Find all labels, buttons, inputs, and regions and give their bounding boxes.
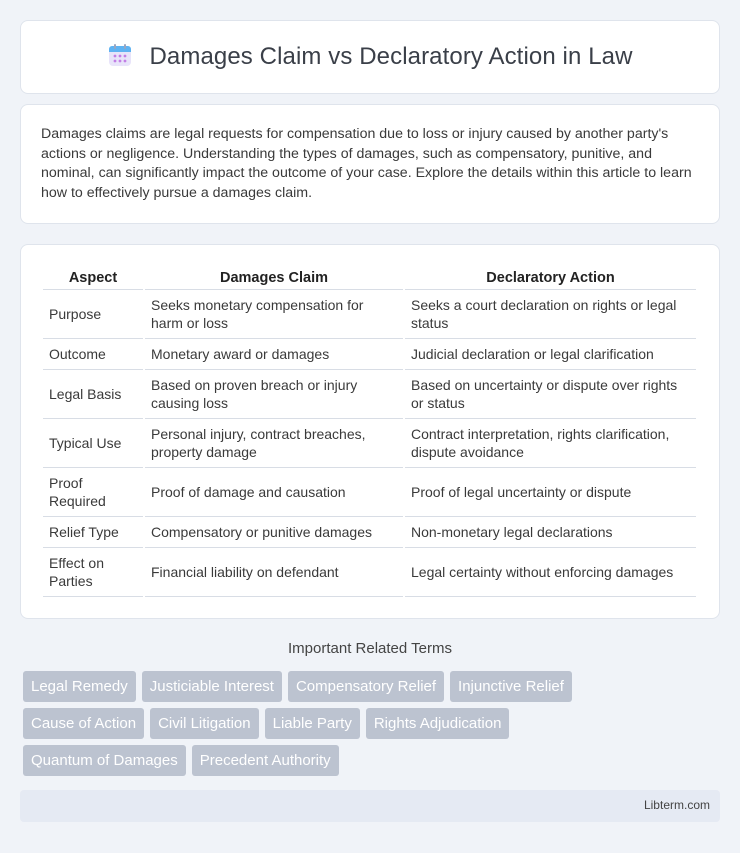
row-declaratory-action: Based on uncertainty or dispute over rights or status (405, 370, 696, 419)
row-declaratory-action: Judicial declaration or legal clarification (405, 339, 696, 370)
title-wrap (107, 42, 632, 73)
tag-row (23, 745, 723, 776)
tag-civil-litigation[interactable]: Civil Litigation (150, 708, 259, 739)
table-row (43, 290, 696, 339)
tag-justiciable-interest[interactable]: Justiciable Interest (142, 671, 282, 702)
header-card (20, 20, 720, 94)
table-row (43, 370, 696, 419)
row-damages-claim: Proof of damage and causation (145, 468, 403, 517)
tag-injunctive-relief[interactable]: Injunctive Relief (450, 671, 572, 702)
page-title: Damages Claim vs Declaratory Action in Law (149, 43, 633, 70)
row-damages-claim: Financial liability on defendant (145, 548, 403, 597)
row-damages-claim: Seeks monetary compensation for harm or loss (145, 290, 403, 339)
row-damages-claim: Compensatory or punitive damages (145, 517, 403, 548)
tag-liable-party[interactable]: Liable Party (265, 708, 360, 739)
tag-legal-remedy[interactable]: Legal Remedy (23, 671, 136, 702)
tag-row (23, 671, 723, 702)
row-aspect: Proof Required (43, 468, 143, 517)
table-header-row (43, 265, 696, 290)
related-terms-tags (23, 671, 723, 782)
column-header-damages-claim: Damages Claim (145, 265, 403, 290)
row-declaratory-action: Proof of legal uncertainty or dispute (405, 468, 696, 517)
tag-row (23, 708, 723, 739)
intro-text: Damages claims are legal requests for compensation due to loss or injury caused by another party's actions or negligence. Understanding the types of damages, such as compensatory, punitive, and nominal, can significantly impact the outcome of your case. Explore the details within this article to learn how to effectively pursue a damages claim. (41, 126, 692, 201)
row-declaratory-action: Legal certainty without enforcing damages (405, 548, 696, 597)
row-declaratory-action: Non-monetary legal declarations (405, 517, 696, 548)
column-header-aspect: Aspect (43, 265, 143, 290)
table-row (43, 548, 696, 597)
row-damages-claim: Monetary award or damages (145, 339, 403, 370)
table-row (43, 339, 696, 370)
row-aspect: Purpose (43, 290, 143, 339)
table-row (43, 517, 696, 548)
tag-compensatory-relief[interactable]: Compensatory Relief (288, 671, 444, 702)
tag-cause-of-action[interactable]: Cause of Action (23, 708, 144, 739)
intro-card (20, 104, 720, 224)
tag-precedent-authority[interactable]: Precedent Authority (192, 745, 339, 776)
table-row (43, 419, 696, 468)
table-row (43, 468, 696, 517)
comparison-table-card (20, 244, 720, 619)
row-aspect: Typical Use (43, 419, 143, 468)
column-header-declaratory-action: Declaratory Action (405, 265, 696, 290)
row-declaratory-action: Contract interpretation, rights clarification, dispute avoidance (405, 419, 696, 468)
related-terms-title: Important Related Terms (288, 640, 452, 657)
row-aspect: Relief Type (43, 517, 143, 548)
row-declaratory-action: Seeks a court declaration on rights or legal status (405, 290, 696, 339)
comparison-table (41, 265, 698, 597)
row-damages-claim: Based on proven breach or injury causing loss (145, 370, 403, 419)
footer-site-link[interactable]: Libterm.com (643, 798, 710, 812)
row-aspect: Outcome (43, 339, 143, 370)
tag-rights-adjudication[interactable]: Rights Adjudication (366, 708, 510, 739)
tag-quantum-of-damages[interactable]: Quantum of Damages (23, 745, 186, 776)
row-aspect: Legal Basis (43, 370, 143, 419)
row-damages-claim: Personal injury, contract breaches, property damage (145, 419, 403, 468)
footer (20, 790, 720, 822)
calendar-icon (107, 42, 133, 73)
row-aspect: Effect on Parties (43, 548, 143, 597)
